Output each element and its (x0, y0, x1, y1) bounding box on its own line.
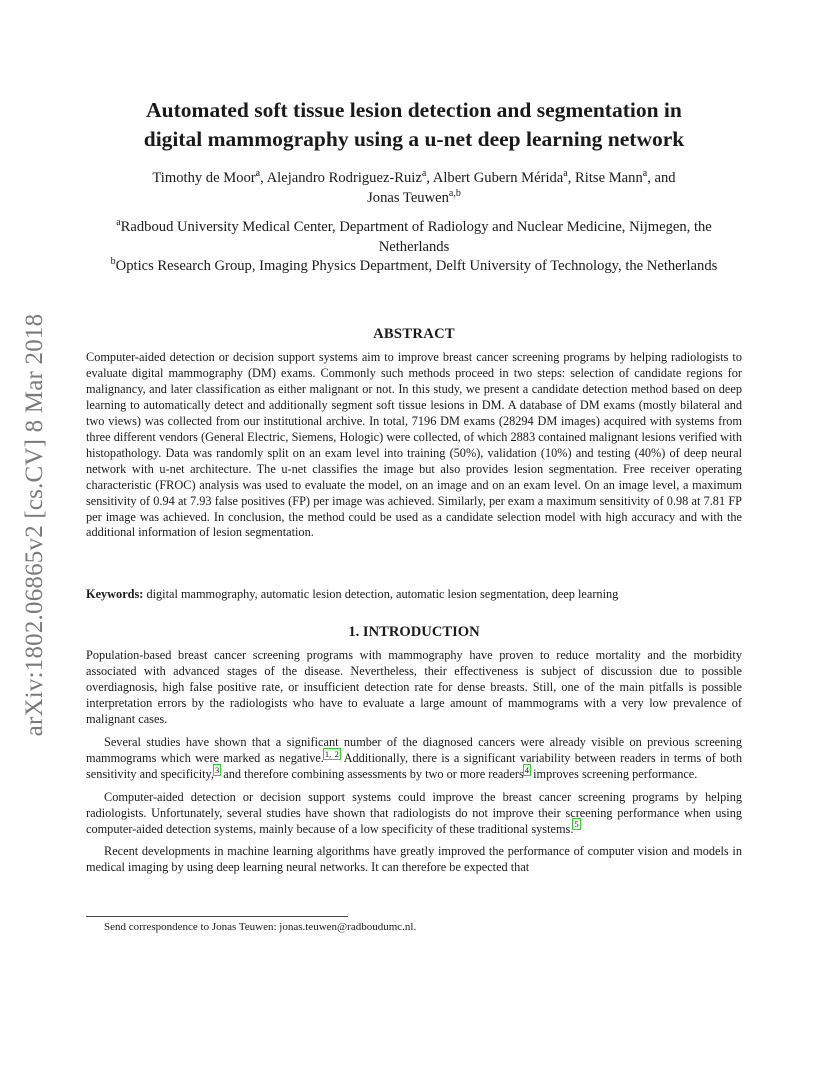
author-list: Timothy de Moor$^a$, Alejandro Rodriguez-Ruiz$^a$, Albert Gubern Mérida$^a$, Ritse Mann$^a$, and Jonas Teuwen$^{a,b}$ (152, 168, 676, 206)
citation-link[interactable]: 4 (524, 764, 530, 775)
abstract-body: Computer-aided detection or decision support systems aim to improve breast cancer screening programs by helping radiologists to evaluate digital mammography (DM) exams. Commonly such methods proceed in two steps: selection of candidate regions for malignancy, and later classification as either malignant or not. In this study, we present a candidate detection method based on deep learning to automatically detect and additionally segment soft tissue lesions in DM. A database of DM exams (mostly bilateral and two views) was collected from our institutional archive. In total, 7196 DM exams (28294 DM images) acquired with systems from three different vendors (General Electric, Siemens, Hologic) were collected, of which 2883 contained malignant lesions verified with histopathology. Data was randomly split on an exam level into training (50%), validation (10%) and testing (40%) of deep neural network with u-net architecture. The u-net classifies the image but also provides lesion segmentation. Free receiver operating characteristic (FROC) analysis was used to evaluate the model, on an image and on an exam level. On an image level, a maximum sensitivity of 0.94 at 7.93 false positives (FP) per image was achieved. Similarly, per exam a maximum sensitivity of 0.98 at 7.81 FP per image was achieved. In conclusion, the method could be used as a candidate selection model with high accuracy and with the additional information of lesion segmentation. (86, 350, 742, 540)
section-heading-introduction: 1. INTRODUCTION (348, 624, 480, 640)
citation-link[interactable]: 1, 2 (324, 748, 339, 759)
intro-paragraph-1: Population-based breast cancer screening programs with mammography have proven to reduce mortality and the morbidity associated with advanced stages of the disease. Nevertheless, their effectiveness is subject of discussion due to possible overdiagnosis, high false positive rate, or insufficient detection rate for dense breasts. Still, one of the main pitfalls is possible interpretation errors by the radiologists who have to evaluate a large amount of mammograms with a very low prevalence of malignant cases. (86, 648, 742, 726)
citation-link[interactable]: 5 (574, 819, 579, 830)
author-name: Alejandro Rodriguez-Ruiz (266, 170, 422, 186)
author-affiliation-mark: a (421, 168, 427, 180)
author-affiliation-mark: a,b (448, 188, 461, 200)
keywords-text: digital mammography, automatic lesion detection, automatic lesion segmentation, deep learning (146, 587, 619, 601)
affiliation-b (86, 257, 742, 277)
author-name: Ritse Mann (575, 170, 643, 186)
intro-paragraph-3 (86, 790, 742, 838)
affiliation-a (86, 218, 742, 257)
affiliation-text: Radboud University Medical Center, Department of Radiology and Nuclear Medicine, Nijmegen, the Netherlands (120, 219, 712, 255)
title-line-1: Automated soft tissue lesion detection and segmentation in (146, 98, 682, 122)
affiliation-mark: b (110, 256, 116, 268)
author-affiliation-mark: a (255, 168, 261, 180)
author-affiliation-mark: a (563, 168, 568, 180)
intro-paragraph-4: Recent developments in machine learning algorithms have greatly improved the performance of computer vision and models in medical imaging by using deep learning neural networks. It can therefore be expected that (86, 844, 742, 875)
paragraph-text: Additionally, there is a significant variability between readers in terms of both sensitivity and specificity, (86, 750, 743, 781)
citation-link[interactable]: 3 (214, 764, 220, 775)
paragraph-text: improves screening performance. (530, 766, 698, 781)
title-line-2: digital mammography using a u-net deep learning network (143, 127, 685, 151)
paper-title (86, 96, 742, 154)
paragraph-text: and therefore combining assessments by two or more readers (220, 766, 524, 781)
author-name: Albert Gubern Mérida (432, 170, 564, 186)
footnote: Send correspondence to Jonas Teuwen: jonas.teuwen@radboudumc.nl. (104, 921, 417, 933)
author-affiliation-mark: a (642, 168, 648, 180)
abstract-heading: ABSTRACT (373, 326, 455, 342)
intro-paragraph-2 (86, 735, 742, 783)
affiliation-mark: a (116, 217, 121, 229)
arxiv-id: arXiv:1802.06865v2 [cs.CV] 8 Mar 2018 (21, 313, 48, 737)
affiliation-text: Optics Research Group, Imaging Physics Department, Delft University of Technology, the Netherlands (115, 258, 718, 274)
footnote-rule (86, 916, 348, 917)
author-name: Timothy de Moor (152, 170, 256, 186)
introduction-body (86, 648, 742, 883)
paragraph-text: Several studies have shown that a significant number of the diagnosed cancers were already visible on previous screening mammograms which were marked as negative. (86, 734, 742, 765)
keywords-label: Keywords: (86, 587, 144, 601)
keywords (86, 586, 742, 602)
author-name: Jonas Teuwen (367, 190, 449, 206)
arxiv-stamp (18, 290, 52, 760)
paragraph-text: Computer-aided detection or decision support systems could improve the breast cancer screening programs by helping radiologists. Unfortunately, several studies have shown that radiologists do not improve their screening performance when using computer-aided detection systems, mainly because of a low specificity of these traditional systems. (86, 789, 742, 836)
